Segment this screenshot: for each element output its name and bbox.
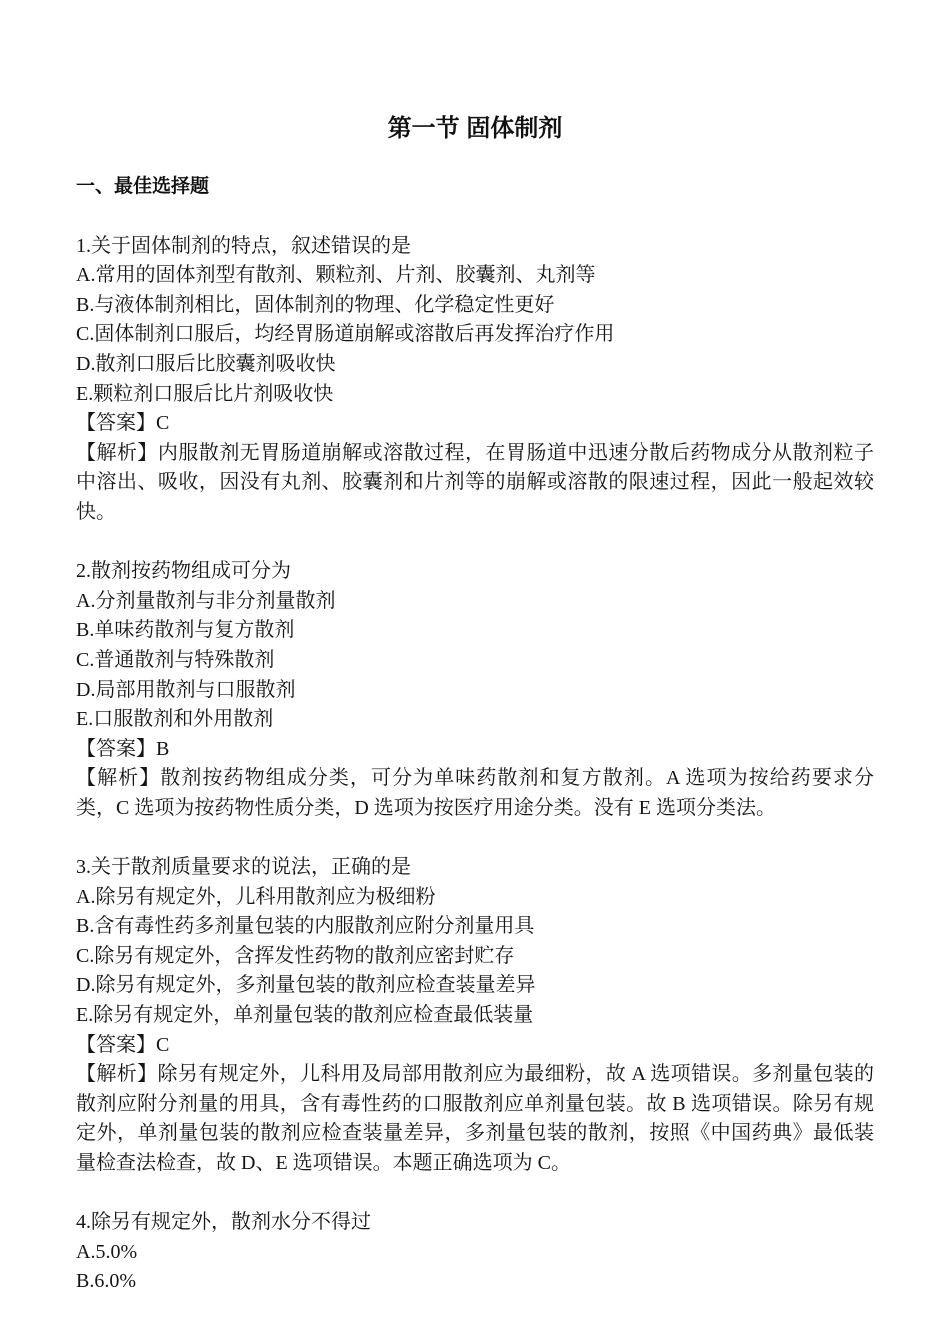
question-option: D.散剂口服后比胶囊剂吸收快 bbox=[76, 352, 336, 375]
question-option: A.常用的固体剂型有散剂、颗粒剂、片剂、胶囊剂、丸剂等 bbox=[76, 264, 596, 287]
section-heading: 一、最佳选择题 bbox=[76, 176, 210, 197]
answer-line: 【答案】C bbox=[76, 1033, 170, 1056]
question-block bbox=[76, 853, 874, 1179]
question-option: B.含有毒性药多剂量包装的内服散剂应附分剂量用具 bbox=[76, 915, 535, 938]
question-block bbox=[76, 557, 874, 823]
questions-container bbox=[76, 232, 874, 1297]
question-stem: 3.关于散剂质量要求的说法，正确的是 bbox=[76, 856, 411, 879]
question-option: E.口服散剂和外用散剂 bbox=[76, 708, 274, 731]
question-stem: 2.散剂按药物组成可分为 bbox=[76, 560, 291, 583]
question-option: C.除另有规定外，含挥发性药物的散剂应密封贮存 bbox=[76, 944, 515, 967]
question-option: C.固体制剂口服后，均经胃肠道崩解或溶散后再发挥治疗作用 bbox=[76, 323, 615, 346]
question-option: E.颗粒剂口服后比片剂吸收快 bbox=[76, 382, 334, 405]
question-stem: 1.关于固体制剂的特点，叙述错误的是 bbox=[76, 234, 411, 257]
question-option: A.除另有规定外，儿科用散剂应为极细粉 bbox=[76, 885, 436, 908]
question-option: B.6.0% bbox=[76, 1270, 136, 1293]
question-option: B.单味药散剂与复方散剂 bbox=[76, 619, 295, 642]
page-title: 第一节 固体制剂 bbox=[387, 115, 563, 142]
question-block bbox=[76, 232, 874, 528]
answer-line: 【答案】B bbox=[76, 737, 170, 760]
question-stem: 4.除另有规定外，散剂水分不得过 bbox=[76, 1211, 371, 1234]
question-option: B.与液体制剂相比，固体制剂的物理、化学稳定性更好 bbox=[76, 293, 555, 316]
question-block bbox=[76, 1208, 874, 1297]
question-option: A.5.0% bbox=[76, 1240, 138, 1263]
analysis-text: 【解析】除另有规定外，儿科用及局部用散剂应为最细粉，故 A 选项错误。多剂量包装的散剂应附分剂量的用具，含有毒性药的口服散剂应单剂量包装。故 B 选项错误。除另有规定外，单剂量包装的散剂应检查装量差异，多剂量包装的散剂，按照《中国药典》最低装量检查法检查，故 D、E 选项错误。本题正确选项为 C。 bbox=[76, 1063, 874, 1174]
analysis-text: 【解析】散剂按药物组成分类，可分为单味药散剂和复方散剂。A 选项为按给药要求分类，C 选项为按药物性质分类，D 选项为按医疗用途分类。没有 E 选项分类法。 bbox=[76, 767, 874, 819]
question-option: A.分剂量散剂与非分剂量散剂 bbox=[76, 589, 336, 612]
question-option: E.除另有规定外，单剂量包装的散剂应检查最低装量 bbox=[76, 1004, 534, 1027]
analysis-text: 【解析】内服散剂无胃肠道崩解或溶散过程，在胃肠道中迅速分散后药物成分从散剂粒子中溶出、吸收，因没有丸剂、胶囊剂和片剂等的崩解或溶散的限速过程，因此一般起效较快。 bbox=[76, 441, 874, 523]
question-option: C.普通散剂与特殊散剂 bbox=[76, 648, 275, 671]
question-option: D.局部用散剂与口服散剂 bbox=[76, 678, 296, 701]
answer-line: 【答案】C bbox=[76, 412, 170, 435]
question-option: D.除另有规定外，多剂量包装的散剂应检查装量差异 bbox=[76, 974, 536, 997]
